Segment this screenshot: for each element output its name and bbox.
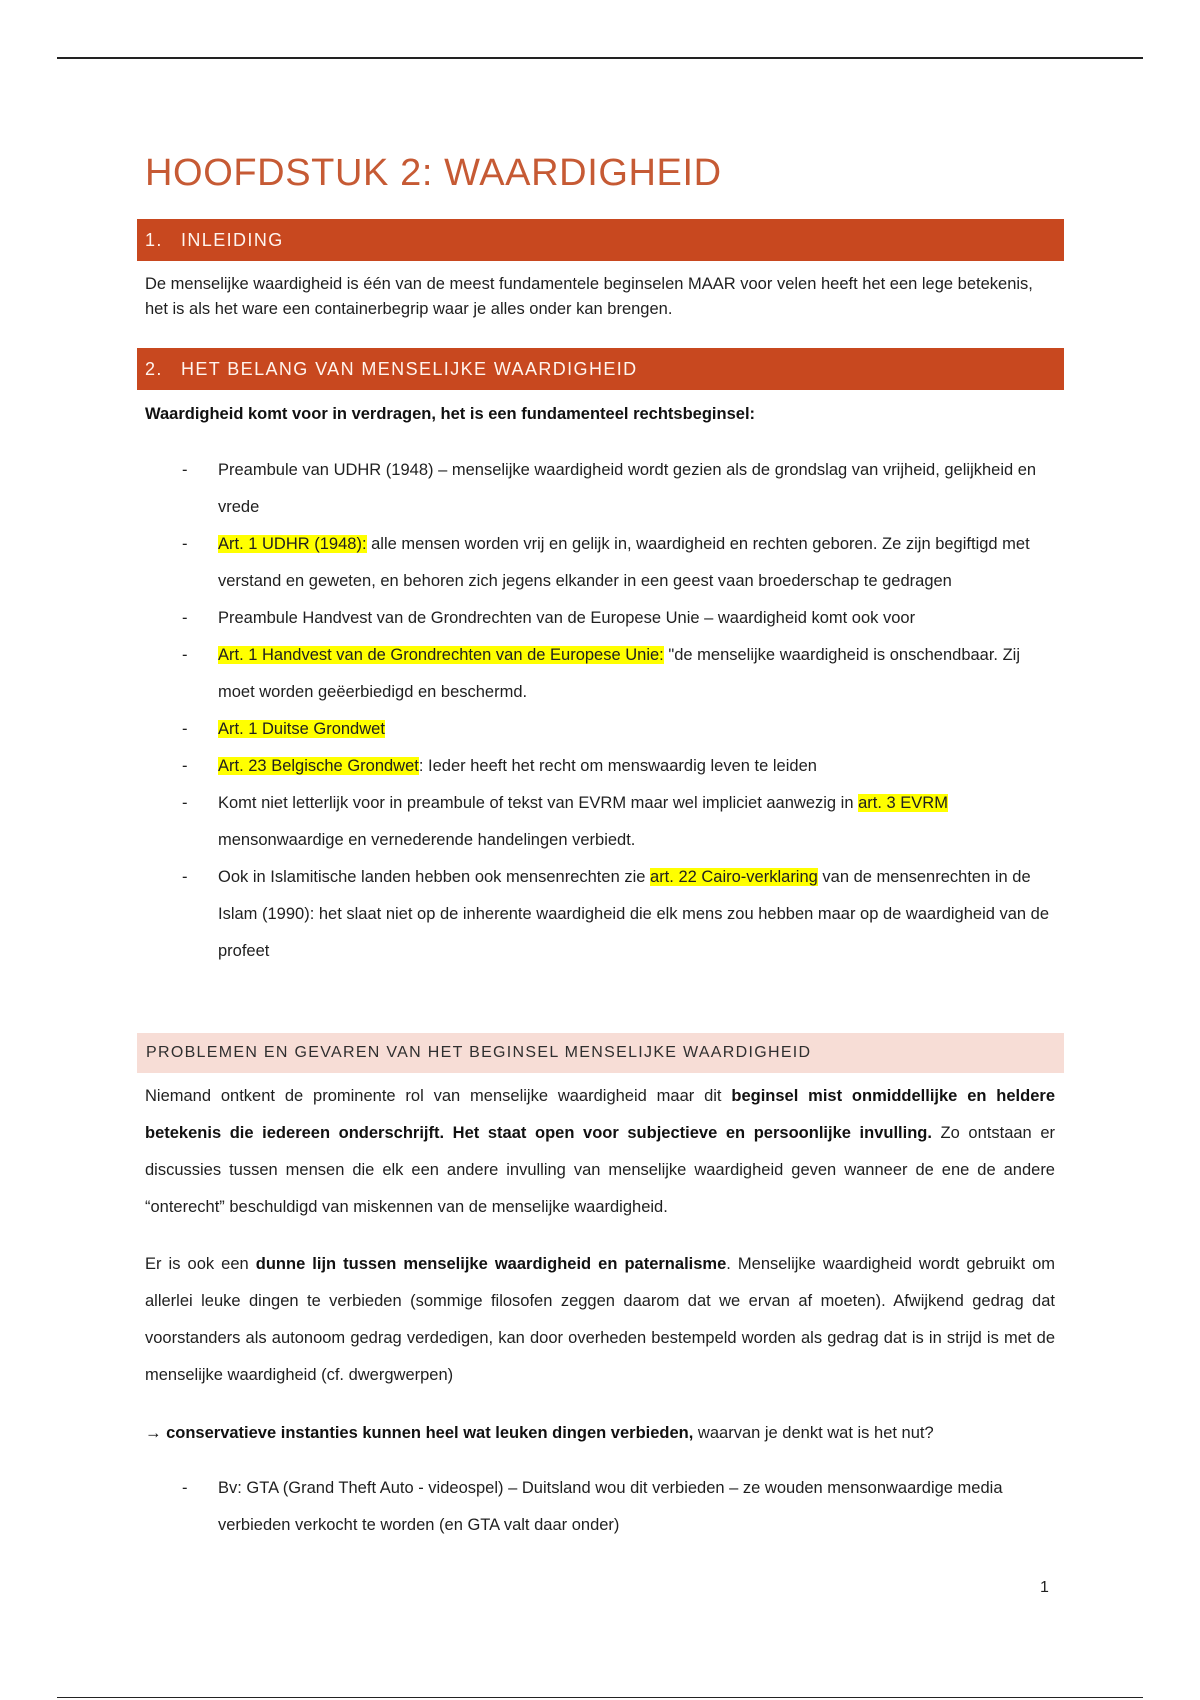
list-item bbox=[145, 1470, 1055, 1544]
bullet-dash: - bbox=[182, 646, 188, 664]
item-text: Komt niet letterlijk voor in preambule of tekst van EVRM maar wel impliciet aanwezig in bbox=[218, 794, 859, 812]
list-item bbox=[145, 785, 1055, 859]
item-text: Preambule van UDHR (1948) – menselijke waardigheid wordt gezien als de grondslag van vrijheid, gelijkheid en vrede bbox=[218, 461, 1037, 516]
bullet-dash: - bbox=[182, 461, 188, 479]
paragraph-text: waarvan je denkt wat is het nut? bbox=[693, 1424, 934, 1442]
highlighted-reference: Art. 1 UDHR (1948): bbox=[218, 535, 367, 553]
conclusion-line bbox=[145, 1415, 934, 1452]
section-number: 1. bbox=[145, 229, 163, 250]
section-number: 2. bbox=[145, 358, 163, 379]
highlighted-reference: art. 22 Cairo-verklaring bbox=[650, 868, 818, 886]
treaty-list bbox=[145, 452, 1055, 970]
item-text: mensonwaardige en vernederende handelingen verbiedt. bbox=[218, 831, 636, 849]
bullet-dash: - bbox=[182, 609, 188, 627]
section-title: INLEIDING bbox=[181, 229, 284, 250]
header-rule bbox=[57, 57, 1143, 59]
bullet-dash: - bbox=[182, 757, 188, 775]
item-text: van de mensenrechten in de Islam (1990): het slaat niet op de inherente waardigheid die elk mens zou hebben maar op de waardigheid van de profeet bbox=[218, 868, 1050, 960]
treaties-lead-text: Waardigheid komt voor in verdragen, het is een fundamenteel rechtsbeginsel: bbox=[145, 405, 756, 423]
item-text: : Ieder heeft het recht om menswaardig leven te leiden bbox=[418, 757, 817, 775]
section-title: HET BELANG VAN MENSELIJKE WAARDIGHEID bbox=[181, 358, 638, 379]
highlighted-reference: Art. 23 Belgische Grondwet bbox=[218, 757, 419, 775]
paragraph-text: . Menselijke waardigheid wordt gebruikt om allerlei leuke dingen te verbieden (sommige filosofen zeggen daarom dat we ervan af moeten). Afwijkend gedrag dat voorstanders als autonoom gedrag verdedigen, kan door overheden bestempeld worden als gedrag dat is in strijd is met de menselijke waardigheid (cf. dwergwerpen) bbox=[145, 1255, 1055, 1384]
bullet-dash: - bbox=[182, 720, 188, 738]
section-heading-belang bbox=[137, 348, 1064, 390]
intro-paragraph: De menselijke waardigheid is één van de meest fundamentele beginselen MAAR voor velen heeft het een lege betekenis, het is als het ware een containerbegrip waar je alles onder kan brengen. bbox=[145, 275, 1033, 318]
subsection-heading-problemen: PROBLEMEN EN GEVAREN VAN HET BEGINSEL MENSELIJKE WAARDIGHEID bbox=[137, 1033, 1064, 1073]
example-list bbox=[145, 1470, 1055, 1544]
paragraph-text: Niemand ontkent de prominente rol van menselijke waardigheid maar dit bbox=[145, 1087, 732, 1105]
item-text: Ook in Islamitische landen hebben ook mensenrechten zie bbox=[218, 868, 651, 886]
paragraph-text: Er is ook een bbox=[145, 1255, 256, 1273]
list-item bbox=[145, 526, 1055, 600]
item-text: Preambule Handvest van de Grondrechten van de Europese Unie – waardigheid komt ook voor bbox=[218, 609, 916, 627]
bold-emphasis: conservatieve instanties kunnen heel wat leuken dingen verbieden, bbox=[161, 1424, 694, 1442]
bullet-dash: - bbox=[182, 868, 188, 886]
list-item bbox=[145, 711, 1055, 748]
section-heading-inleiding bbox=[137, 219, 1064, 261]
arrow-icon: → bbox=[145, 1424, 162, 1442]
bold-emphasis: beginsel mist onmiddellijke en heldere betekenis die iedereen onderschrijft. Het staat open voor subjectieve en persoonlijke invulling. bbox=[145, 1087, 1055, 1142]
bullet-dash: - bbox=[182, 535, 188, 553]
list-item bbox=[145, 637, 1055, 711]
item-text: Bv: GTA (Grand Theft Auto - videospel) – Duitsland wou dit verbieden – ze wouden mensonwaardige media verbieden verkocht te worden (en GTA valt daar onder) bbox=[218, 1479, 1003, 1534]
paternalism-paragraph bbox=[145, 1246, 1055, 1394]
list-item bbox=[145, 452, 1055, 526]
paragraph-text: Zo ontstaan er discussies tussen mensen die elk een andere invulling van menselijke waardigheid geven wanneer de ene de andere “onterecht” beschuldigd van miskennen van de menselijke waardigheid. bbox=[145, 1124, 1056, 1216]
item-text: "de menselijke waardigheid is onschendbaar. Zij moet worden geëerbiedigd en beschermd. bbox=[218, 646, 1021, 701]
highlighted-reference: Art. 1 Duitse Grondwet bbox=[218, 720, 385, 738]
page-title: HOOFDSTUK 2: WAARDIGHEID bbox=[145, 152, 722, 194]
footer-rule bbox=[57, 1697, 1143, 1698]
list-item bbox=[145, 748, 1055, 785]
bullet-dash: - bbox=[182, 794, 188, 812]
page-number: 1 bbox=[1040, 1579, 1049, 1596]
bullet-dash: - bbox=[182, 1479, 188, 1497]
list-item bbox=[145, 600, 1055, 637]
highlighted-reference: art. 3 EVRM bbox=[858, 794, 948, 812]
problems-paragraph bbox=[145, 1078, 1055, 1226]
item-text: alle mensen worden vrij en gelijk in, waardigheid en rechten geboren. Ze zijn begiftigd met verstand en geweten, en behoren zich jegens elkander in een geest vaan broederschap te gedragen bbox=[218, 535, 1030, 590]
list-item bbox=[145, 859, 1055, 970]
highlighted-reference: Art. 1 Handvest van de Grondrechten van de Europese Unie: bbox=[218, 646, 664, 664]
bold-emphasis: dunne lijn tussen menselijke waardigheid en paternalisme bbox=[255, 1255, 727, 1273]
